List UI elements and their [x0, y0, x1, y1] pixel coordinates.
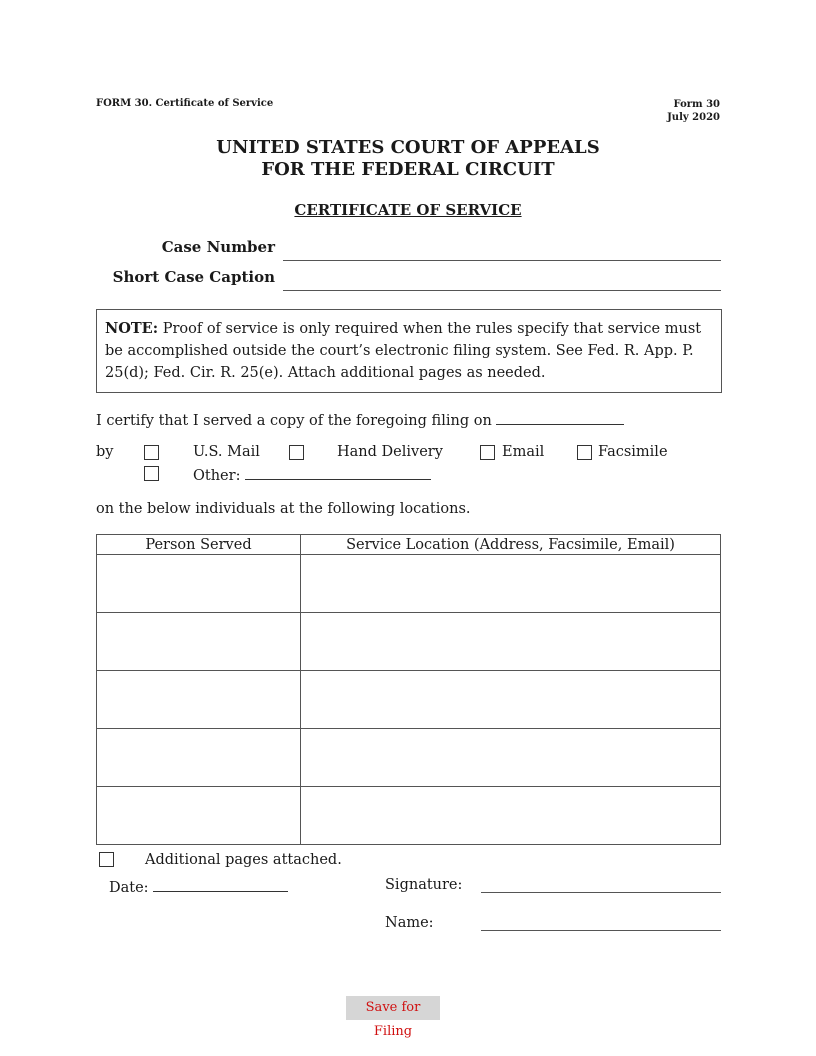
case-number-label: Case Number — [161, 238, 275, 256]
name-input[interactable] — [481, 930, 721, 931]
email-label: Email — [502, 444, 545, 460]
certify-statement — [96, 410, 624, 429]
person-served-cell[interactable] — [97, 613, 301, 671]
service-location-cell[interactable] — [301, 787, 721, 845]
email-checkbox[interactable] — [480, 445, 495, 460]
note-body: Proof of service is only required when the rules specify that service must be accomplished outside the court’s electronic filing system. See Fed. R. App. P. 25(d); Fed. Cir. R. 25(e). Attach additional pages as needed. — [105, 321, 702, 381]
other-method-input[interactable] — [245, 465, 431, 480]
signature-input[interactable] — [481, 892, 721, 893]
table-row — [97, 613, 721, 671]
service-location-cell[interactable] — [301, 613, 721, 671]
us-mail-label: U.S. Mail — [193, 444, 260, 460]
service-location-cell[interactable] — [301, 671, 721, 729]
date-input[interactable] — [153, 877, 288, 892]
person-served-header: Person Served — [97, 535, 301, 555]
form-id-block — [667, 98, 720, 124]
service-location-header: Service Location (Address, Facsimile, Email) — [301, 535, 721, 555]
name-label: Name: — [385, 915, 434, 931]
person-served-cell[interactable] — [97, 787, 301, 845]
court-title-line2: FOR THE FEDERAL CIRCUIT — [261, 159, 555, 180]
save-for-filing-button[interactable]: Save for Filing — [346, 996, 440, 1020]
hand-delivery-label: Hand Delivery — [337, 444, 443, 460]
by-label: by — [96, 444, 114, 460]
table-header-row — [97, 535, 721, 555]
table-row — [97, 671, 721, 729]
service-location-cell[interactable] — [301, 555, 721, 613]
locations-text: on the below individuals at the following locations. — [96, 501, 471, 517]
table-row — [97, 555, 721, 613]
date-field — [109, 877, 288, 896]
table-row — [97, 729, 721, 787]
person-served-cell[interactable] — [97, 671, 301, 729]
additional-pages-label: Additional pages attached. — [145, 852, 342, 868]
service-date-input[interactable] — [496, 410, 624, 425]
certify-text: I certify that I served a copy of the foregoing filing on — [96, 413, 492, 429]
service-table — [96, 534, 721, 845]
short-case-caption-label: Short Case Caption — [112, 268, 275, 286]
table-row — [97, 787, 721, 845]
signature-label: Signature: — [385, 877, 463, 893]
other-label: Other: — [193, 468, 241, 484]
hand-delivery-checkbox[interactable] — [289, 445, 304, 460]
us-mail-checkbox[interactable] — [144, 445, 159, 460]
short-case-caption-input[interactable] — [283, 271, 721, 291]
page-title: CERTIFICATE OF SERVICE — [294, 201, 522, 219]
date-label: Date: — [109, 880, 149, 896]
other-checkbox[interactable] — [144, 466, 159, 481]
note-box — [96, 309, 722, 393]
person-served-cell[interactable] — [97, 729, 301, 787]
form-label: FORM 30. Certificate of Service — [96, 98, 274, 109]
person-served-cell[interactable] — [97, 555, 301, 613]
form-date: July 2020 — [667, 112, 720, 123]
facsimile-checkbox[interactable] — [577, 445, 592, 460]
service-location-cell[interactable] — [301, 729, 721, 787]
additional-pages-checkbox[interactable] — [99, 852, 114, 867]
facsimile-label: Facsimile — [598, 444, 668, 460]
form-number: Form 30 — [673, 99, 720, 110]
other-method — [193, 465, 431, 484]
case-number-input[interactable] — [283, 241, 721, 261]
court-title-line1: UNITED STATES COURT OF APPEALS — [216, 137, 600, 158]
note-lead: NOTE: — [105, 320, 159, 337]
